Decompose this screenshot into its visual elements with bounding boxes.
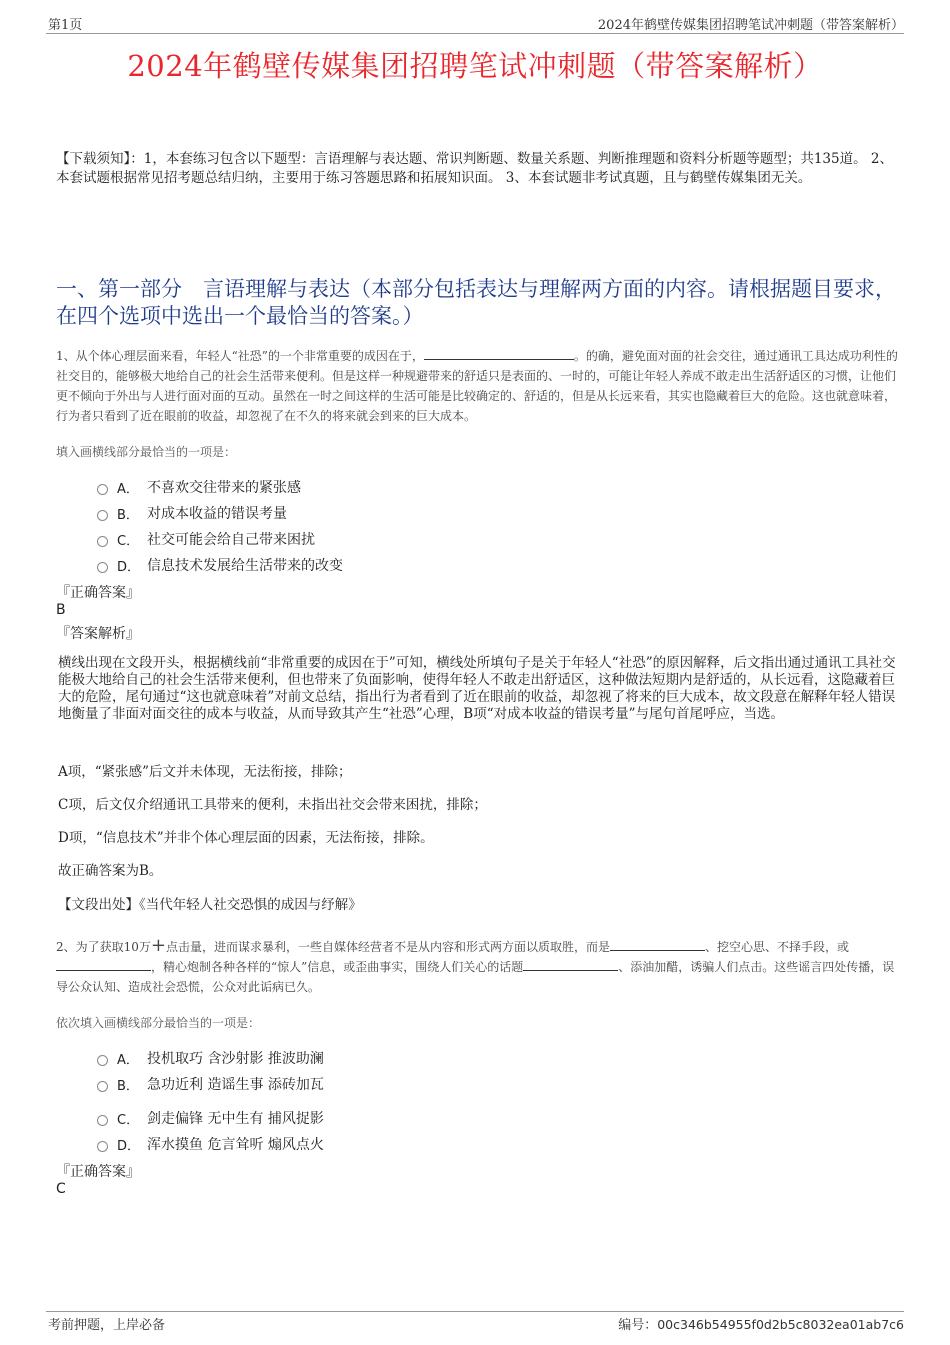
radio-icon[interactable] [97,1115,108,1126]
question-1-source: 【文段出处】《当代年轻人社交恐惧的成因与纾解》 [58,897,362,913]
question-1-stem [56,346,901,426]
question-2-option-c[interactable]: C． 剑走偏锋 无中生有 捕风捉影 [97,1108,324,1128]
question-2-blank-3 [523,958,618,971]
question-2-answer-label: 『正确答案』 [56,1164,140,1180]
download-notice: 【下载须知】：1，本套练习包含以下题型：言语理解与表达题、常识判断题、数量关系题、判断推理题和资料分析题等题型；共135道。 2、本套试题根据常见招考题总结归纳，主要用于练习答题思路和拓展知识面。 3、本套试题非考试真题，且与鹤壁传媒集团无关。 [56,151,893,186]
question-2-blank-1 [610,938,705,951]
question-2-prompt: 依次填入画横线部分最恰当的一项是： [56,1016,261,1030]
question-1-prompt: 填入画横线部分最恰当的一项是： [56,445,237,459]
header-doc-title: 2024年鹤壁传媒集团招聘笔试冲刺题（带答案解析） [597,18,904,33]
question-1-option-a[interactable]: A． 不喜欢交往带来的紧张感 [97,477,301,497]
footer-slogan: 考前押题，上岸必备 [48,1318,166,1333]
question-1-option-d[interactable]: D． 信息技术发展给生活带来的改变 [97,555,343,575]
footer-code: 编号：00c346b54955f0d2b5c8032ea01ab7c6 [618,1317,904,1333]
question-1-stem-start: 1、从个体心理层面来看，年轻人“社恐”的一个非常重要的成因在于， [56,349,424,363]
document-title: 2024年鹤壁传媒集团招聘笔试冲刺题（带答案解析） [127,49,823,83]
question-1-answer-label: 『正确答案』 [56,585,140,601]
question-1-option-b[interactable]: B． 对成本收益的错误考量 [97,503,287,523]
question-1-analysis-d: D项，“信息技术”并非个体心理层面的因素，无法衔接，排除。 [58,830,434,846]
question-1-analysis-label: 『答案解析』 [56,626,140,642]
question-1-analysis: 横线出现在文段开头，根据横线前“非常重要的成因在于”可知，横线处所填句子是关于年轻人“社恐”的原因解释，后文指出通过通讯工具社交能极大地给自己的社会生活带来便利，但也带来了负面影响，使得年轻人不敢走出舒适区，这种做法短期内是舒适的，从长远看，这隐藏着巨大的危险，尾句通过“这也就意味着”对前文总结，指出行为者看到了近在眼前的收益，却忽视了将来的巨大成本，故文段意在解释年轻人错误地衡量了非面对面交往的成本与收益，从而导致其产生“社恐”心理，B项“对成本收益的错误考量”与尾句首尾呼应，当选。 [58,655,896,722]
question-2-answer: C [56,1181,66,1197]
question-1-conclusion: 故正确答案为B。 [58,863,163,879]
section-heading: 一、第一部分 言语理解与表达（本部分包括表达与理解两方面的内容。请根据题目要求，在四个选项中选出一个最恰当的答案。） [56,277,896,328]
question-1-answer: B [56,602,66,618]
footer-divider [46,1311,904,1312]
page-number: 第1页 [48,18,83,33]
question-1-analysis-a: A项，“紧张感”后文并未体现，无法衔接，排除； [58,764,352,780]
question-1-analysis-c: C项，后文仅介绍通讯工具带来的便利，未指出社交会带来困扰，排除； [58,797,487,813]
question-1-option-c[interactable]: C． 社交可能会给自己带来困扰 [97,529,315,549]
radio-icon[interactable] [97,510,108,521]
question-2-option-b[interactable]: B． 急功近利 造谣生事 添砖加瓦 [97,1074,324,1094]
radio-icon[interactable] [97,1081,108,1092]
question-1-blank [424,347,574,360]
question-2-option-d[interactable]: D． 浑水摸鱼 危言耸听 煽风点火 [97,1134,324,1154]
radio-icon[interactable] [97,562,108,573]
radio-icon[interactable] [97,536,108,547]
plus-sign: + [150,935,166,956]
question-1-stem-rest: 。的确，避免面对面的社会交往，通过通讯工具达成功利性的社交目的，能够极大地给自己的社会生活带来便利。但是这样一种规避带来的舒适只是表面的、一时的，可能让年轻人养成不敢走出生活舒适区的习惯，让他们更不倾向于外出与人进行面对面的互动。虽然在一时之间这样的生活可能是比较确定的、舒适的，但是从长远来看，其实也隐藏着巨大的危险。这也就意味着，行为者只看到了近在眼前的收益，却忽视了在不久的将来就会到来的巨大成本。 [56,349,898,423]
radio-icon[interactable] [97,1141,108,1152]
question-2-option-a[interactable]: A． 投机取巧 含沙射影 推波助澜 [97,1048,324,1068]
question-2-stem: 2、为了获取10万+点击量，进而谋求暴利，一些自媒体经营者不是从内容和形式两方面以质取胜，而是 、挖空心思、不择手段，或，精心炮制各种各样的“惊人”信息，或歪曲事实，围绕人们关心的话题 、添油加醋，诱骗人们点击。这些谣言四处传播，误导公众认知、造成社会恐慌，公众对此诟病已久。 [56,935,895,994]
question-2-blank-2 [56,958,151,971]
radio-icon[interactable] [97,484,108,495]
radio-icon[interactable] [97,1055,108,1066]
header-divider [46,33,904,34]
